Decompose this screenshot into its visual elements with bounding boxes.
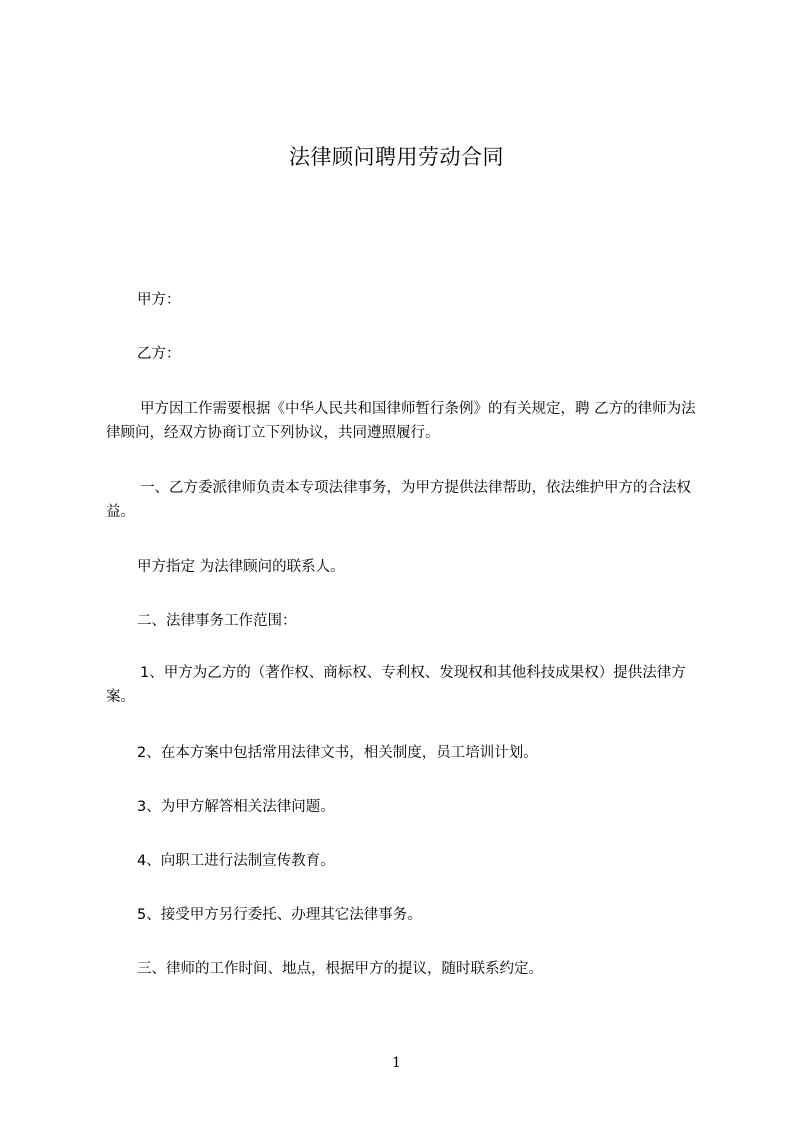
party-b-line: 乙方：: [137, 346, 181, 362]
scope-item-2: 2、在本方案中包括常用法律文书，相关制度，员工培训计划。: [137, 745, 538, 761]
clause-1-paragraph: 一、乙方委派律师负责本专项法律事务，为甲方提供法律帮助，依法维护甲方的合法权益。: [106, 480, 691, 520]
scope-item-5: 5、接受甲方另行委托、办理其它法律事务。: [137, 907, 422, 923]
party-a-line: 甲方：: [137, 292, 181, 308]
scope-item-3: 3、为甲方解答相关法律问题。: [137, 799, 335, 815]
scope-item-4: 4、向职工进行法制宣传教育。: [137, 853, 335, 869]
clause-2-heading: 二、法律事务工作范围：: [137, 613, 297, 629]
scope-item-1: 1、甲方为乙方的（著作权、商标权、专利权、发现权和其他科技成果权）提供法律方案。: [106, 665, 686, 705]
clause-3-paragraph: 三、律师的工作时间、地点，根据甲方的提议，随时联系约定。: [137, 961, 543, 977]
page-number: 1: [392, 1055, 401, 1071]
document-title: 法律顾问聘用劳动合同: [289, 145, 504, 169]
intro-paragraph: 甲方因工作需要根据《中华人民共和国律师暂行条例》的有关规定，聘 乙方的律师为法律顾问，经双方协商订立下列协议，共同遵照履行。: [106, 401, 696, 441]
contact-person-line: 甲方指定 为法律顾问的联系人。: [137, 559, 345, 575]
